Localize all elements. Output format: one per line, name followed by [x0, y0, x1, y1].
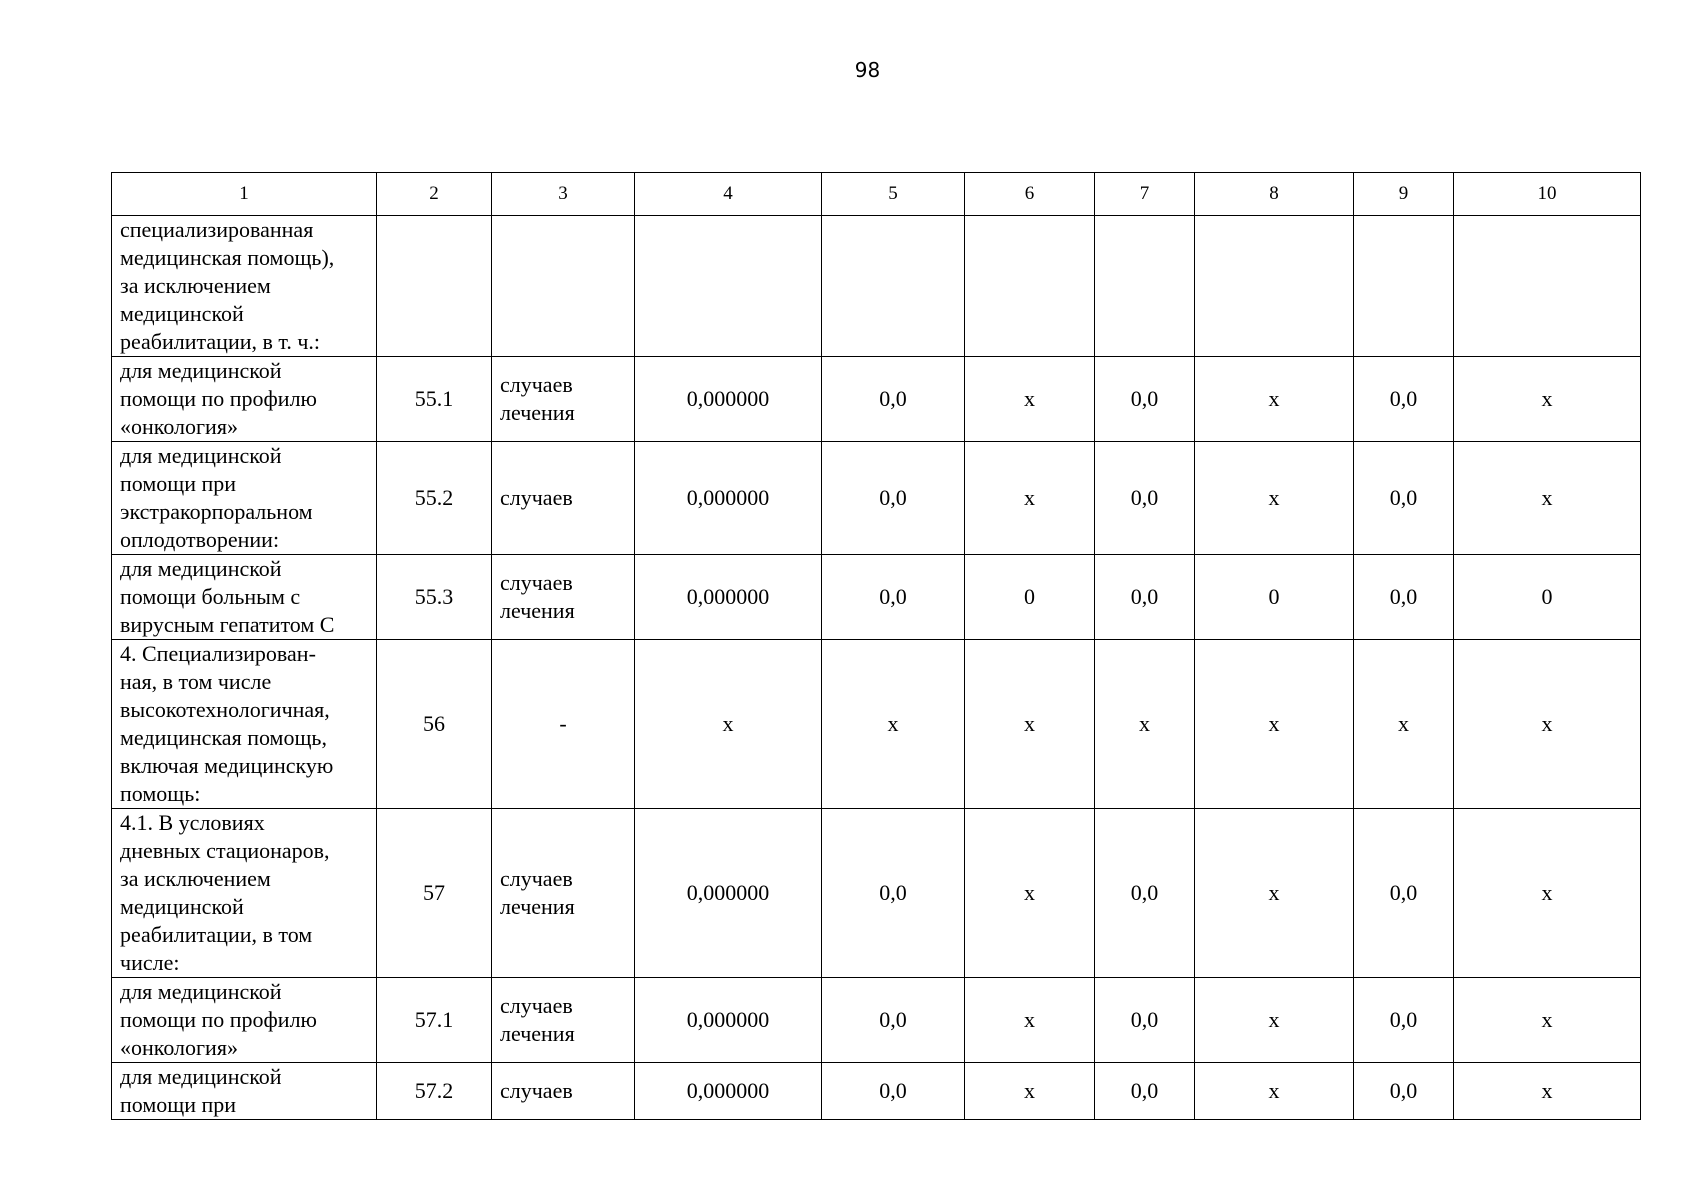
- cell-col-4: [635, 216, 822, 357]
- cell-col-5: 0,0: [822, 442, 965, 555]
- table-row: [112, 555, 1641, 640]
- row-unit: случаев: [492, 1063, 635, 1120]
- cell-col-6: х: [965, 640, 1095, 809]
- cell-col-10: х: [1454, 442, 1641, 555]
- row-line-number: 55.3: [377, 555, 492, 640]
- cell-col-9: 0,0: [1354, 555, 1454, 640]
- row-line-number: 57: [377, 809, 492, 978]
- table-row: [112, 1063, 1641, 1120]
- cell-col-6: х: [965, 1063, 1095, 1120]
- table-row: [112, 357, 1641, 442]
- cell-col-8: х: [1195, 357, 1354, 442]
- cell-col-8: х: [1195, 640, 1354, 809]
- cell-col-10: х: [1454, 809, 1641, 978]
- row-line-number: 57.2: [377, 1063, 492, 1120]
- row-unit: случаев лечения: [492, 978, 635, 1063]
- row-line-number: [377, 216, 492, 357]
- cell-col-9: 0,0: [1354, 1063, 1454, 1120]
- row-name: для медицинской помощи больным с вирусным гепатитом С: [112, 555, 377, 640]
- header-row: [112, 173, 1641, 216]
- cell-col-10: х: [1454, 640, 1641, 809]
- row-name: для медицинской помощи при: [112, 1063, 377, 1120]
- row-line-number: 56: [377, 640, 492, 809]
- cell-col-8: х: [1195, 809, 1354, 978]
- cell-col-8: х: [1195, 1063, 1354, 1120]
- table-row: [112, 216, 1641, 357]
- cell-col-9: х: [1354, 640, 1454, 809]
- cell-col-10: х: [1454, 357, 1641, 442]
- table-row: [112, 640, 1641, 809]
- page-number: 98: [854, 58, 881, 82]
- cell-col-9: [1354, 216, 1454, 357]
- cell-col-10: х: [1454, 1063, 1641, 1120]
- cell-col-6: 0: [965, 555, 1095, 640]
- column-header: 7: [1095, 173, 1195, 216]
- row-unit: случаев лечения: [492, 809, 635, 978]
- row-unit: -: [492, 640, 635, 809]
- row-unit: случаев лечения: [492, 555, 635, 640]
- cell-col-10: 0: [1454, 555, 1641, 640]
- cell-col-5: 0,0: [822, 357, 965, 442]
- cell-col-4: х: [635, 640, 822, 809]
- cell-col-8: х: [1195, 442, 1354, 555]
- cell-col-10: [1454, 216, 1641, 357]
- cell-col-5: 0,0: [822, 978, 965, 1063]
- cell-col-5: 0,0: [822, 555, 965, 640]
- column-header: 9: [1354, 173, 1454, 216]
- row-unit: [492, 216, 635, 357]
- cell-col-8: х: [1195, 978, 1354, 1063]
- column-header: 2: [377, 173, 492, 216]
- row-name: 4. Специализирован- ная, в том числе высокотехнологичная, медицинская помощь, включая медицинскую помощь:: [112, 640, 377, 809]
- cell-col-6: х: [965, 809, 1095, 978]
- column-header: 4: [635, 173, 822, 216]
- cell-col-6: х: [965, 357, 1095, 442]
- cell-col-4: 0,000000: [635, 978, 822, 1063]
- cell-col-7: 0,0: [1095, 1063, 1195, 1120]
- data-table: [111, 172, 1641, 1120]
- cell-col-7: 0,0: [1095, 442, 1195, 555]
- table-row: [112, 978, 1641, 1063]
- cell-col-6: х: [965, 978, 1095, 1063]
- row-unit: случаев: [492, 442, 635, 555]
- cell-col-9: 0,0: [1354, 809, 1454, 978]
- column-header: 8: [1195, 173, 1354, 216]
- table-row: [112, 442, 1641, 555]
- cell-col-4: 0,000000: [635, 555, 822, 640]
- cell-col-7: х: [1095, 640, 1195, 809]
- cell-col-4: 0,000000: [635, 1063, 822, 1120]
- column-header: 5: [822, 173, 965, 216]
- cell-col-5: 0,0: [822, 1063, 965, 1120]
- cell-col-9: 0,0: [1354, 978, 1454, 1063]
- cell-col-5: х: [822, 640, 965, 809]
- row-name: для медицинской помощи по профилю «онкология»: [112, 978, 377, 1063]
- cell-col-8: [1195, 216, 1354, 357]
- cell-col-7: [1095, 216, 1195, 357]
- cell-col-7: 0,0: [1095, 978, 1195, 1063]
- cell-col-7: 0,0: [1095, 555, 1195, 640]
- cell-col-4: 0,000000: [635, 357, 822, 442]
- row-unit: случаев лечения: [492, 357, 635, 442]
- row-line-number: 57.1: [377, 978, 492, 1063]
- cell-col-4: 0,000000: [635, 809, 822, 978]
- row-line-number: 55.2: [377, 442, 492, 555]
- cell-col-4: 0,000000: [635, 442, 822, 555]
- row-name: специализированная медицинская помощь), за исключением медицинской реабилитации, в т. ч.:: [112, 216, 377, 357]
- cell-col-9: 0,0: [1354, 442, 1454, 555]
- row-name: для медицинской помощи по профилю «онкология»: [112, 357, 377, 442]
- cell-col-6: [965, 216, 1095, 357]
- cell-col-5: 0,0: [822, 809, 965, 978]
- row-name: 4.1. В условиях дневных стационаров, за исключением медицинской реабилитации, в том числе:: [112, 809, 377, 978]
- cell-col-6: х: [965, 442, 1095, 555]
- cell-col-7: 0,0: [1095, 357, 1195, 442]
- cell-col-10: х: [1454, 978, 1641, 1063]
- cell-col-7: 0,0: [1095, 809, 1195, 978]
- cell-col-9: 0,0: [1354, 357, 1454, 442]
- column-header: 1: [112, 173, 377, 216]
- column-header: 10: [1454, 173, 1641, 216]
- column-header: 3: [492, 173, 635, 216]
- table-row: [112, 809, 1641, 978]
- cell-col-8: 0: [1195, 555, 1354, 640]
- row-name: для медицинской помощи при экстракорпоральном оплодотворении:: [112, 442, 377, 555]
- row-line-number: 55.1: [377, 357, 492, 442]
- cell-col-5: [822, 216, 965, 357]
- column-header: 6: [965, 173, 1095, 216]
